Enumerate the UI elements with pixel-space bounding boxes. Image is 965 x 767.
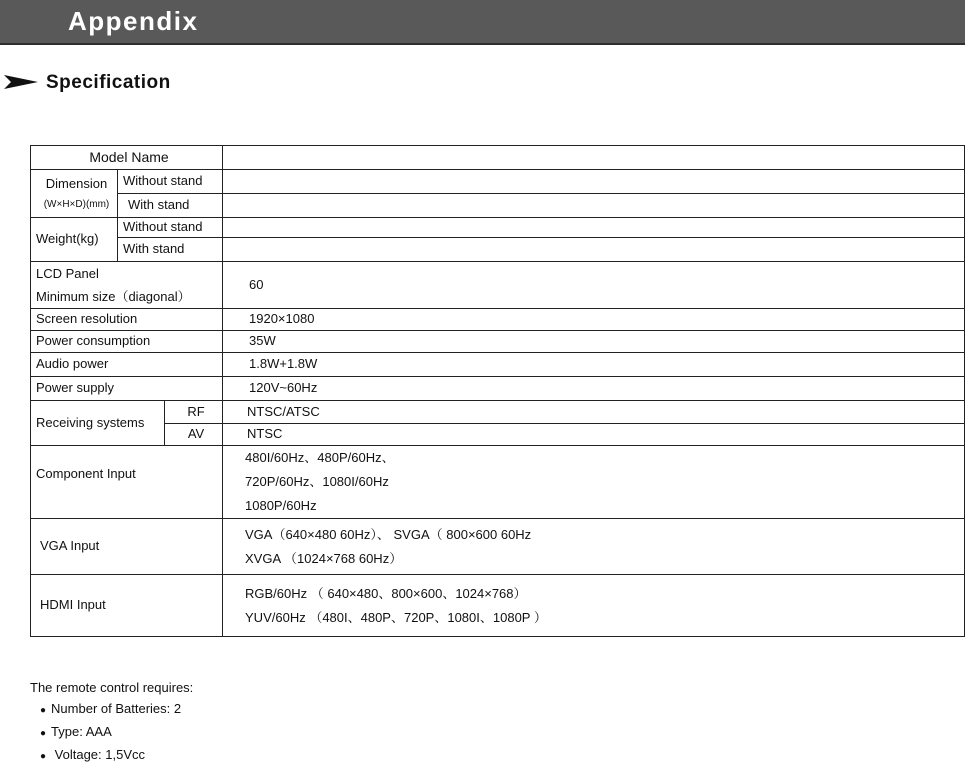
table-row xyxy=(31,353,965,377)
arrow-right-icon xyxy=(4,75,38,89)
component-input-values xyxy=(223,446,965,519)
list-item xyxy=(30,721,193,744)
battery-voltage: Voltage: 1,5Vcc xyxy=(51,747,145,762)
dimension-without-stand-label: Without stand xyxy=(118,170,223,194)
table-row xyxy=(31,170,965,194)
table-row xyxy=(31,146,965,170)
power-supply-value: 120V~60Hz xyxy=(223,377,965,401)
hdmi-value-2: YUV/60Hz （480I、480P、720P、1080I、1080P ） xyxy=(245,609,547,625)
list-item xyxy=(30,698,193,721)
minimum-size-value: 60 xyxy=(223,262,965,309)
lcd-panel-label: LCD Panel xyxy=(36,266,99,281)
remote-intro: The remote control requires: xyxy=(30,680,194,695)
screen-resolution-label: Screen resolution xyxy=(31,309,223,331)
table-row xyxy=(31,446,965,519)
lcd-panel-cell xyxy=(31,262,223,309)
vga-input-label: VGA Input xyxy=(31,519,223,575)
component-value-1: 480I/60Hz、480P/60Hz、 xyxy=(245,450,395,465)
av-label: AV xyxy=(165,424,223,446)
bullet-icon: ● xyxy=(40,728,47,739)
model-name-value xyxy=(223,146,965,170)
batteries-count: Number of Batteries: 2 xyxy=(51,701,182,716)
weight-without-stand-value xyxy=(223,218,965,238)
vga-value-1: VGA（640×480 60Hz）、 SVGA（ 800×600 60Hz xyxy=(245,526,532,542)
remote-requirements xyxy=(30,677,193,767)
table-row xyxy=(31,575,965,637)
hdmi-input-values xyxy=(223,575,965,637)
specification-table xyxy=(30,145,965,637)
rf-label: RF xyxy=(165,401,223,424)
component-value-2: 720P/60Hz、1080I/60Hz xyxy=(245,474,389,489)
component-input-label: Component Input xyxy=(31,446,223,519)
table-row xyxy=(31,424,965,446)
rf-value: NTSC/ATSC xyxy=(223,401,965,424)
page-title: Appendix xyxy=(68,6,199,36)
weight-label: Weight(kg) xyxy=(31,218,118,262)
minimum-size-label: Minimum size（diagonal） xyxy=(36,289,191,304)
receiving-systems-label: Receiving systems xyxy=(31,401,165,446)
table-row xyxy=(31,262,965,309)
dimension-label-cell xyxy=(31,170,118,218)
vga-value-2: XVGA （1024×768 60Hz） xyxy=(245,550,403,566)
dimension-with-stand-value xyxy=(223,194,965,218)
table-row xyxy=(31,238,965,262)
table-row xyxy=(31,218,965,238)
vga-input-values xyxy=(223,519,965,575)
table-row xyxy=(31,309,965,331)
weight-with-stand-label: With stand xyxy=(118,238,223,262)
table-row xyxy=(31,519,965,575)
screen-resolution-value: 1920×1080 xyxy=(223,309,965,331)
component-value-3: 1080P/60Hz xyxy=(245,498,317,513)
header-bar xyxy=(0,0,965,45)
hdmi-input-label: HDMI Input xyxy=(31,575,223,637)
dimension-without-stand-value xyxy=(223,170,965,194)
battery-type: Type: AAA xyxy=(51,724,112,739)
dimension-unit: (W×H×D)(mm) xyxy=(43,198,110,210)
audio-power-value: 1.8W+1.8W xyxy=(223,353,965,377)
table-row xyxy=(31,331,965,353)
power-consumption-label: Power consumption xyxy=(31,331,223,353)
table-row xyxy=(31,401,965,424)
model-name-label: Model Name xyxy=(31,146,223,170)
bullet-icon: ● xyxy=(40,705,47,716)
dimension-label: Dimension xyxy=(45,175,108,191)
av-value: NTSC xyxy=(223,424,965,446)
hdmi-value-1: RGB/60Hz （ 640×480、800×600、1024×768） xyxy=(245,585,527,601)
power-supply-label: Power supply xyxy=(31,377,223,401)
table-row xyxy=(31,377,965,401)
section-title: Specification xyxy=(46,72,171,93)
audio-power-label: Audio power xyxy=(31,353,223,377)
weight-with-stand-value xyxy=(223,238,965,262)
power-consumption-value: 35W xyxy=(223,331,965,353)
table-row xyxy=(31,194,965,218)
weight-without-stand-label: Without stand xyxy=(118,218,223,238)
dimension-with-stand-label: With stand xyxy=(118,194,223,218)
bullet-icon: ● xyxy=(40,751,47,762)
